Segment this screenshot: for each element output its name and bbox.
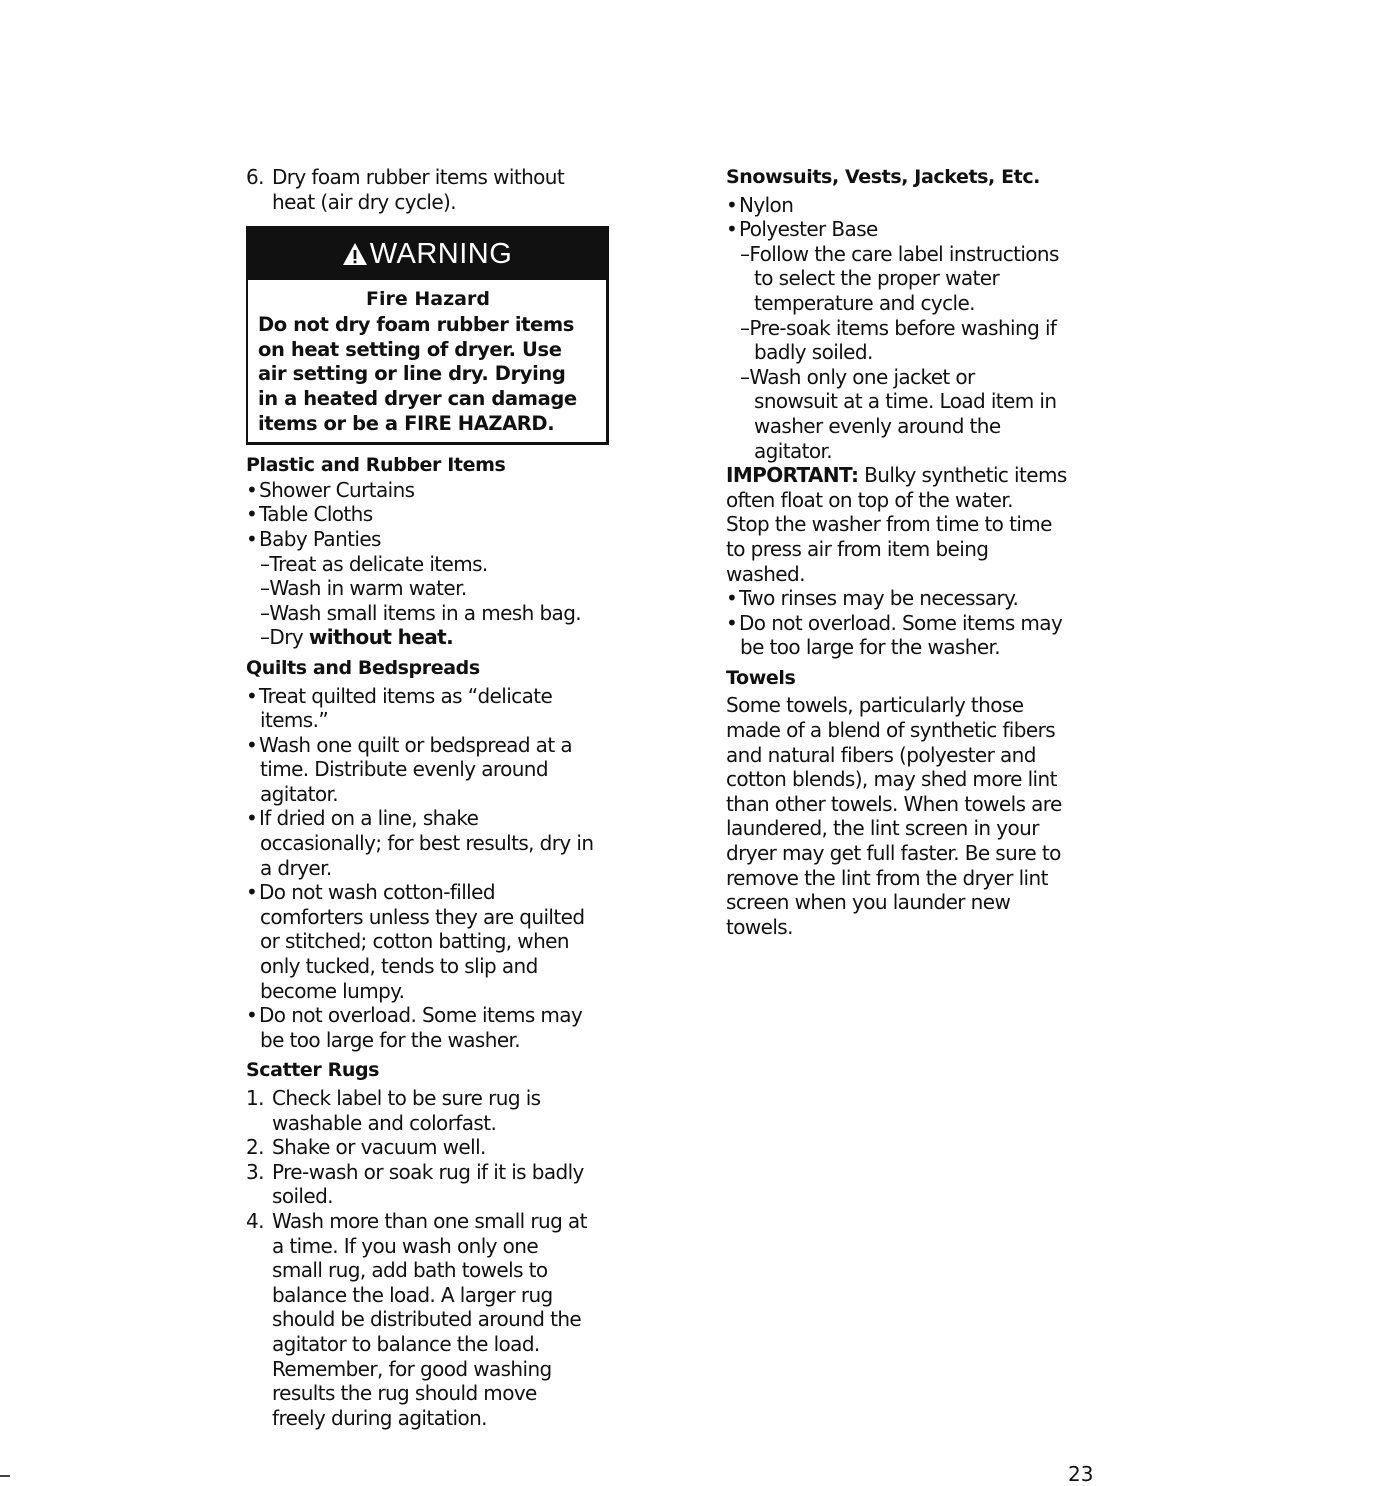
list-item: –Dry without heat. — [260, 625, 454, 650]
warning-triangle-icon — [342, 242, 368, 266]
list-item: •Do not overload. Some items may be too large for the washer. — [726, 610, 1063, 660]
list-item: Nylon — [739, 192, 794, 217]
bullet-icon: • — [246, 526, 258, 551]
warning-title: WARNING — [369, 237, 513, 270]
warning-text: in a heated dryer can damage — [258, 386, 577, 410]
numbered-step: 1. Check label to be sure rug is washable and colorfast. — [246, 1086, 541, 1135]
list-item: Polyester Base — [739, 217, 878, 242]
section-heading: Plastic and Rubber Items — [246, 454, 506, 477]
warning-body — [248, 280, 606, 442]
bullet-icon: • — [246, 880, 258, 905]
bullet-icon: • — [246, 806, 258, 831]
quilts-section — [246, 656, 626, 1053]
important-note: IMPORTANT: Bulky synthetic items often float on top of the water. Stop the washer from time to time to press air from item being washed. — [726, 463, 1067, 586]
left-column — [246, 165, 626, 1430]
warning-text: on heat setting of dryer. Use — [258, 337, 562, 361]
step-number: 4. — [246, 1208, 264, 1233]
bullet-icon: • — [246, 683, 258, 708]
bullet-icon: • — [726, 217, 738, 242]
towels-section: Towels Some towels, particularly those made of a blend of synthetic fibers and natural fibers (polyester and cotton blends), may shed more lint than other towels. When towels are laundered, the lint screen in your dryer may get full faster. Be sure to remove the lint from the dryer lint screen when you launder new towels. — [726, 666, 1146, 940]
step-number: 1. — [246, 1086, 264, 1110]
step-number: 6. — [246, 165, 264, 189]
section-heading: Scatter Rugs — [246, 1059, 380, 1082]
bullet-icon: • — [246, 502, 258, 527]
list-item: –Wash only one jacket or snowsuit at a time. Load item in washer evenly around the agitator. — [740, 364, 1057, 463]
step-6 — [246, 165, 626, 214]
list-item: –Wash small items in a mesh bag. — [260, 600, 582, 625]
numbered-step: 2. Shake or vacuum well. — [246, 1135, 486, 1160]
warning-box — [246, 226, 609, 445]
bullet-icon: • — [726, 192, 738, 217]
list-item: Shower Curtains — [259, 477, 415, 502]
bullet-icon: • — [246, 477, 258, 502]
list-item: •If dried on a line, shake occasionally; for best results, dry in a dryer. — [246, 806, 594, 880]
list-item: Table Cloths — [259, 502, 373, 527]
list-item: –Pre-soak items before washing if badly soiled. — [740, 315, 1057, 365]
numbered-step: 4. Wash more than one small rug at a time. If you wash only one small rug, add bath towels to balance the load. A larger rug should be distributed around the agitator to balance the load. Remember, for good washing results the rug should move freely during agitation. — [246, 1208, 587, 1430]
bullet-icon: • — [246, 732, 258, 757]
step-text: Dry foam rubber items without — [272, 165, 565, 189]
warning-text: air setting or line dry. Drying — [258, 362, 566, 386]
list-item: •Do not wash cotton-filled comforters unless they are quilted or stitched; cotton batting, when only tucked, tends to slip and become lumpy. — [246, 880, 585, 1003]
section-heading: Quilts and Bedspreads — [246, 656, 480, 679]
important-label: IMPORTANT: — [726, 463, 859, 488]
margin-mark — [0, 1475, 10, 1477]
list-item: Baby Panties — [259, 526, 381, 551]
step-number: 3. — [246, 1159, 264, 1184]
bullet-icon: • — [246, 1003, 258, 1028]
list-item: •Wash one quilt or bedspread at a time. Distribute evenly around agitator. — [246, 732, 572, 806]
snowsuits-section — [726, 165, 1146, 463]
bullet-icon: • — [726, 586, 738, 611]
warning-text: Do not dry foam rubber items — [258, 313, 574, 337]
warning-text: items or be a FIRE HAZARD. — [258, 411, 555, 435]
step-number: 2. — [246, 1135, 264, 1160]
section-heading: Towels — [726, 666, 796, 689]
scatter-rugs-section — [246, 1058, 626, 1430]
right-column — [726, 165, 1146, 939]
list-item: •Treat quilted items as “delicate items.” — [246, 683, 553, 733]
section-heading: Snowsuits, Vests, Jackets, Etc. — [726, 166, 1041, 188]
list-item: Two rinses may be necessary. — [739, 586, 1019, 611]
bullet-icon: • — [726, 610, 738, 635]
emphasis: without heat. — [308, 625, 454, 650]
list-item: •Do not overload. Some items may be too large for the washer. — [246, 1003, 583, 1052]
numbered-step: 3. Pre-wash or soak rug if it is badly soiled. — [246, 1159, 584, 1209]
warning-subtitle: Fire Hazard — [366, 288, 490, 311]
list-item: –Follow the care label instructions to select the proper water temperature and cycle. — [740, 241, 1059, 315]
page-number: 23 — [1068, 1462, 1094, 1486]
list-item: –Wash in warm water. — [260, 576, 467, 601]
list-item: –Treat as delicate items. — [260, 551, 488, 576]
plastic-rubber-section — [246, 453, 626, 650]
step-text: heat (air dry cycle). — [272, 189, 456, 214]
warning-banner — [248, 228, 606, 280]
